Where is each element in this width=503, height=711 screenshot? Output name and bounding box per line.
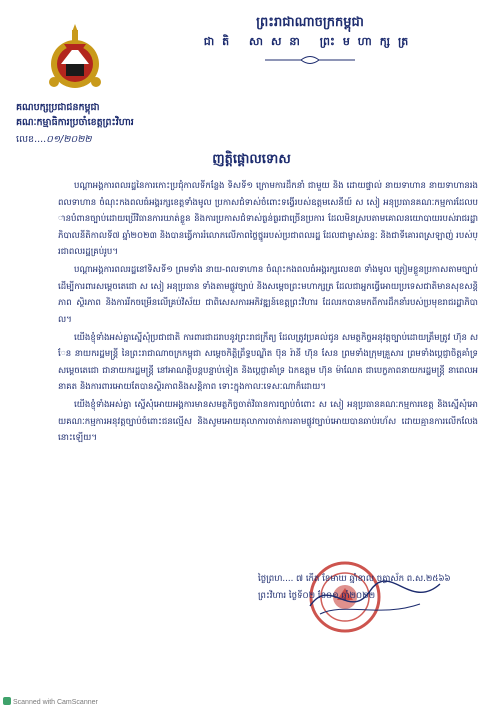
signature-date-block — [258, 571, 488, 605]
body-paragraph: យើងខ្ញុំទាំងអស់គ្នា ស្នើសុំអោយអង្គការមានសមត្ថកិច្ចចាត់វិធានការច្បាប់ចំពោះ ស សៀ អនុប្រធានគណៈកម្មការខេត្ត និងស្នើសុំអោយគណៈកម្មការអនុវត្តច្បាប់ចំពោះជនល្មើស និងសូមអោយតុលាការចាត់ការតាមផ្លូវច្បាប់អោយបានឆាប់រហ័ស ដោយគ្មានការលើកលែង នោះឡើយ។ — [58, 400, 478, 443]
document-number-label: លេខ.... — [16, 134, 47, 145]
body-paragraph: បណ្តាអង្គការពលរដ្ឋនៃការកោះប្រជុំកាលទីកន្លែង ទិសទី១ ក្រោមការដឹកនាំ ជាមួយ និង ដោយផ្ទាល់ នាយទាហាន នាយទាហានរង ពលទាហាន ចំណុះកងពលធំអង្គរក្សខេត្តទាំងមូល ប្រកាសជំទាស់ចំពោះទង្វើរបស់ឧត្តមសេនីយ៍ ស សៀ អនុប្រធានគណៈកម្មការដែលបានបំពានច្បាប់ដោយប្រើវិធានការឃាត់ខ្លួន និងការប្រកាសជំទាស់ធ្ងន់ធ្ងរជាច្រើនប្រការ ដែលមិនស្របតាមគោលនយោបាយរបស់រាជរដ្ឋាភិបាលនីតិកាលទី៧ ឆ្នាំ២០២៣ និងបានធ្វើការរំលោភលើភាពថ្លៃថ្នូររបស់ប្រជាពលរដ្ឋ ដែលជាម្ចាស់ឆន្ទៈ និងជាទីគោរពស្រឡាញ់ របស់ប្រជាពលរដ្ឋគ្រប់រូប។ — [58, 181, 478, 257]
place-date-line: ព្រះវិហារ ថ្ងៃទី០២ ខែ០១ ឆ្នាំ២០២២ — [258, 591, 376, 601]
lunar-date-line: ថ្ងៃព្រហ.... ៧ កើត ខែមាឃ ឆ្នាំខាល ចត្វាស័ក ព.ស.២៥៦៦ — [258, 574, 451, 584]
letterhead — [160, 14, 460, 65]
body-paragraph: បណ្តាអង្គការពលរដ្ឋនៅទិសទី១ ព្រមទាំង នាយ-ពលទាហាន ចំណុះកងពលធំអង្គរក្សលេខ៣ ទាំងមូល ត្រៀមខ្លួនប្រកាសតាមច្បាប់ ដើម្បីការពារសម្តេចតេជោ ស សៀ អនុប្រធាន ទាំងតាមផ្លូវច្បាប់ និងសម្តេចព្រះមហាក្សត្រ ដែលជាអ្នកធ្វើអោយប្រទេសជាតិមានសុខសន្តិភាព ស្ថិរភាព និងការរីកចម្រើនលើគ្រប់វិស័យ ជាពិសេសការអភិវឌ្ឍន៍ខេត្តព្រះវិហារ ដែលរកបានមកពីការដឹកនាំរបស់ប្រមុខរាជរដ្ឋាភិបាល។ — [58, 265, 478, 325]
party-committee: គណៈកម្មាធិការប្រចាំខេត្តព្រះវិហារ — [16, 117, 134, 128]
body-paragraph: យើងខ្ញុំទាំងអស់គ្នាស្នើសុំប្រជាជាតិ ការពារជាដរាបនូវព្រះរាជក្រឹត្យ ដែលត្រូវប្រគល់ជូន សមត្ថកិច្ចអនុវត្តច្បាប់ដោយត្រឹមត្រូវ ហ៊ុន សែន នាយករដ្ឋមន្រ្តី នៃព្រះរាជាណាចក្រកម្ពុជា សម្តេចកិត្តិព្រឹទ្ធបណ្ឌិត ប៊ុន រ៉ានី ហ៊ុន សែន ព្រមទាំងក្រុមគ្រួសារ ព្រមទាំងប្តេជ្ញាចិត្តគាំទ្រ សម្តេចតេជោ ជានាយករដ្ឋមន្រ្តី នៅអាណត្តិបន្តបន្ទាប់ទៀត និងប្តេជ្ញាគាំទ្រ ឯកឧត្តម ហ៊ុន ម៉ាណែត ជាបេក្ខភាពនាយករដ្ឋមន្រ្តី នាពេលអនាគត និងការពារអោយតែបានស្ថិរភាពនិងសន្តិភាព ទោះក្នុងកាលៈទេសៈណាក៏ដោយ។ — [58, 332, 478, 392]
document-number-value: ០១/២០២២ — [46, 134, 92, 145]
document-body — [58, 178, 478, 448]
party-name: គណបក្សប្រជាជនកម្ពុជា — [16, 102, 100, 113]
scanner-text: Scanned with CamScanner — [13, 699, 98, 706]
camscanner-icon — [3, 697, 11, 705]
ornament-divider-icon — [265, 55, 355, 65]
scanner-watermark — [3, 697, 98, 706]
party-emblem-icon — [42, 22, 108, 94]
kingdom-heading: ព្រះរាជាណាចក្រកម្ពុជា — [256, 15, 364, 30]
party-block — [16, 100, 134, 130]
document-number — [16, 133, 92, 147]
national-motto: ជាតិ សាសនា ព្រះមហាក្សត្រ — [203, 35, 417, 48]
document-title: ញត្តិផ្តោលទោស — [212, 152, 291, 167]
